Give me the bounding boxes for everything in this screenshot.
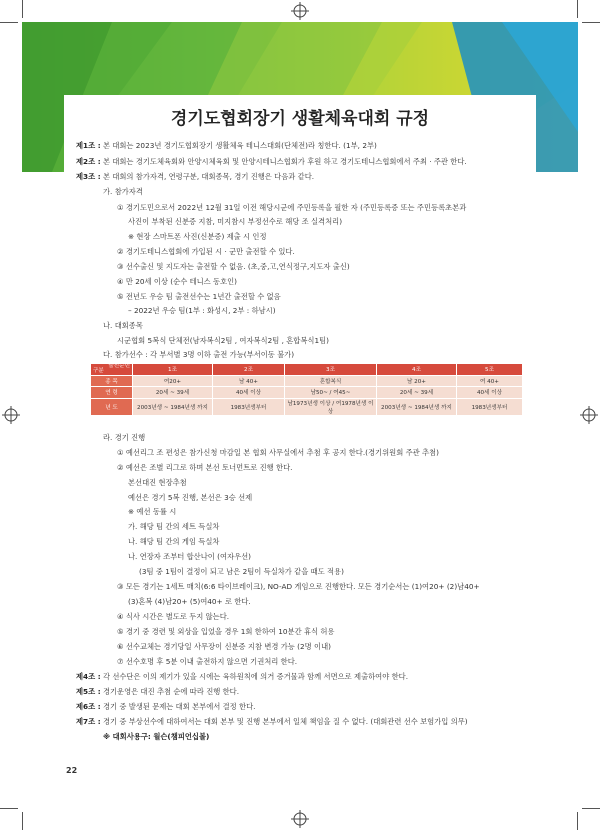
crop-mark	[577, 812, 578, 830]
table-cell: 20세 ~ 39세	[133, 387, 213, 399]
list-item: ② 예선은 조별 리그로 하며 본선 토너먼트로 진행 한다.	[117, 463, 293, 472]
row-header-cell: 연 령	[91, 387, 133, 399]
table-cell: 40세 이상	[457, 387, 523, 399]
table-cell: 혼합복식	[285, 375, 377, 387]
article-2: 제2조 : 본 대회는 경기도체육회와 안양시체육회 및 안양시테니스협회가 후원 하고 경기도테니스협회에서 주최 · 주관 한다.	[76, 157, 467, 166]
section-heading: 가. 참가자격	[103, 187, 143, 196]
page-number: 22	[66, 766, 78, 775]
article-6: 제6조 : 경기 중 발생된 문제는 대회 본부에서 결정 한다.	[76, 702, 256, 711]
registration-mark-icon	[580, 406, 598, 424]
note-text: ※ 현장 스마트폰 사진(신분증) 제출 시 인정	[128, 232, 267, 241]
crop-mark	[22, 812, 23, 830]
list-item: ③ 모든 경기는 1세트 매치(6:6 타이브레이크), NO-AD 게임으로 진행한다. 모든 경기순서는 (1)여20+ (2)남40+	[117, 582, 480, 591]
table-cell: 20세 ~ 39세	[377, 387, 457, 399]
table-cell: 남50~ / 여45~	[285, 387, 377, 399]
list-item: ④ 식사 시간은 별도로 두지 않는다.	[117, 612, 230, 621]
list-item: ① 경기도민으로서 2022년 12월 31일 이전 해당시군에 주민등록을 필한 자 (주민등록증 또는 주민등록초본과	[117, 203, 467, 212]
table-header-cell: 3조	[285, 364, 377, 376]
table-header-cell: 5조	[457, 364, 523, 376]
table-cell: 2003년생 ~ 1984년생 까지	[377, 398, 457, 415]
table-row	[91, 387, 523, 399]
table-header-cell: 2조	[213, 364, 285, 376]
list-item: ⑤ 전년도 우승 팀 출전선수는 1년간 출전할 수 없음	[117, 292, 281, 301]
table-header-row	[91, 364, 523, 376]
article-1: 제1조 : 본 대회는 2023년 경기도협회장기 생활체육 테니스대회(단체전)라 칭한다. (1부, 2부)	[76, 141, 377, 150]
article-4: 제4조 : 각 선수단은 이의 제기가 있을 시에는 육하원칙에 의거 증거물과 함께 서면으로 제출하여야 한다.	[76, 672, 409, 681]
table-row	[91, 375, 523, 387]
list-item: ⑤ 경기 중 경련 및 외상을 입었을 경우 1회 한하여 10분간 휴식 허용	[117, 627, 335, 636]
list-item: 나. 해당 팀 간의 게임 득실차	[128, 537, 220, 546]
article-3: 제3조 : 본 대회의 참가자격, 연령구분, 대회종목, 경기 진행은 다음과 같다.	[76, 172, 315, 181]
table-header-cell: 4조	[377, 364, 457, 376]
registration-mark-icon	[291, 2, 309, 20]
row-header-cell: 종 목	[91, 375, 133, 387]
crop-mark	[0, 808, 18, 809]
list-item: 예선은 경기 5복 진행, 본선은 3승 선제	[128, 493, 253, 502]
note-text: ※ 예선 동률 시	[128, 507, 177, 516]
list-item: 사진이 부착된 신분증 지참, 미지참시 부정선수로 해당 조 실격처리)	[128, 217, 343, 226]
list-item: ④ 만 20세 이상 (순수 테니스 동호인)	[117, 277, 238, 286]
article-7: 제7조 : 경기 중 부상선수에 대하여서는 대회 본부 및 진행 본부에서 일체 책임을 질 수 없다. (대회관련 선수 보험가입 의무)	[76, 717, 468, 726]
list-item: ① 예선리그 조 편성은 참가신청 마감일 본 협회 사무실에서 추첨 후 공지 한다.(경기위원회 주관 추첨)	[117, 448, 439, 457]
table-header-cell: 1조	[133, 364, 213, 376]
list-item: – 2022년 우승 팀(1부 : 화성시, 2부 : 하남시)	[128, 306, 276, 315]
section-heading: 다. 참가선수 : 각 부서별 3명 이하 출전 가능(부서이동 불가)	[103, 350, 295, 359]
registration-mark-icon	[291, 810, 309, 828]
table-cell: 여 40+	[457, 375, 523, 387]
crop-mark	[582, 22, 600, 23]
registration-mark-icon	[2, 406, 20, 424]
table-cell: 2003년생 ~ 1984년생 까지	[133, 398, 213, 415]
crop-mark	[577, 0, 578, 18]
list-item: ⑥ 선수교체는 경기당일 사무장이 신분증 지참 변경 가능 (2명 이내)	[117, 642, 331, 651]
list-item: 본선대진 현장추첨	[128, 478, 187, 487]
participant-table	[90, 363, 523, 416]
crop-mark	[22, 0, 23, 18]
table-cell: 여20+	[133, 375, 213, 387]
crop-mark	[0, 22, 18, 23]
section-heading: 나. 대회종목	[103, 321, 143, 330]
list-item: ⑦ 선수호명 후 5분 이내 출전하지 않으면 기권처리 한다.	[117, 657, 298, 666]
list-item: 시군협회 5복식 단체전(남자복식2팀 , 여자복식2팀 , 혼합복식1팀)	[117, 336, 329, 345]
list-item: ③ 선수출신 및 지도자는 출전할 수 없음. (초,중,고,연식정구,지도자 출신)	[117, 262, 350, 271]
article-5: 제5조 : 경기운영은 대진 추첨 순에 따라 진행 한다.	[76, 687, 240, 696]
table-cell: 1983년생부터	[457, 398, 523, 415]
table-cell: 남1973년생 이상 / 여1978년생 이상	[285, 398, 377, 415]
list-item: ② 경기도테니스협회에 가입된 시 · 군만 출전할 수 있다.	[117, 247, 295, 256]
list-item: (3)혼복 (4)남20+ (5)여40+ 로 한다.	[128, 597, 251, 606]
table-row	[91, 398, 523, 415]
section-heading: 라. 경기 진행	[103, 433, 146, 442]
list-item: 나. 연장자 조부터 합산나이 (여자우선)	[128, 552, 252, 561]
table-cell: 남 20+	[377, 375, 457, 387]
list-item: 가. 해당 팀 간의 세트 득실차	[128, 522, 220, 531]
page-title: 경기도협회장기 생활체육대회 규정	[170, 109, 430, 129]
list-item: (3팀 중 1팀이 결정이 되고 남은 2팀이 득실차가 같을 때도 적용)	[139, 567, 344, 576]
table-cell: 1983년생부터	[213, 398, 285, 415]
row-header-cell: 년 도	[91, 398, 133, 415]
table-cell: 남 40+	[213, 375, 285, 387]
table-cell: 40세 이상	[213, 387, 285, 399]
ball-note: ※ 대회사용구: 월슨(챔피언십볼)	[103, 732, 210, 741]
table-corner-cell: 출전순번 구분	[91, 364, 133, 376]
crop-mark	[582, 808, 600, 809]
